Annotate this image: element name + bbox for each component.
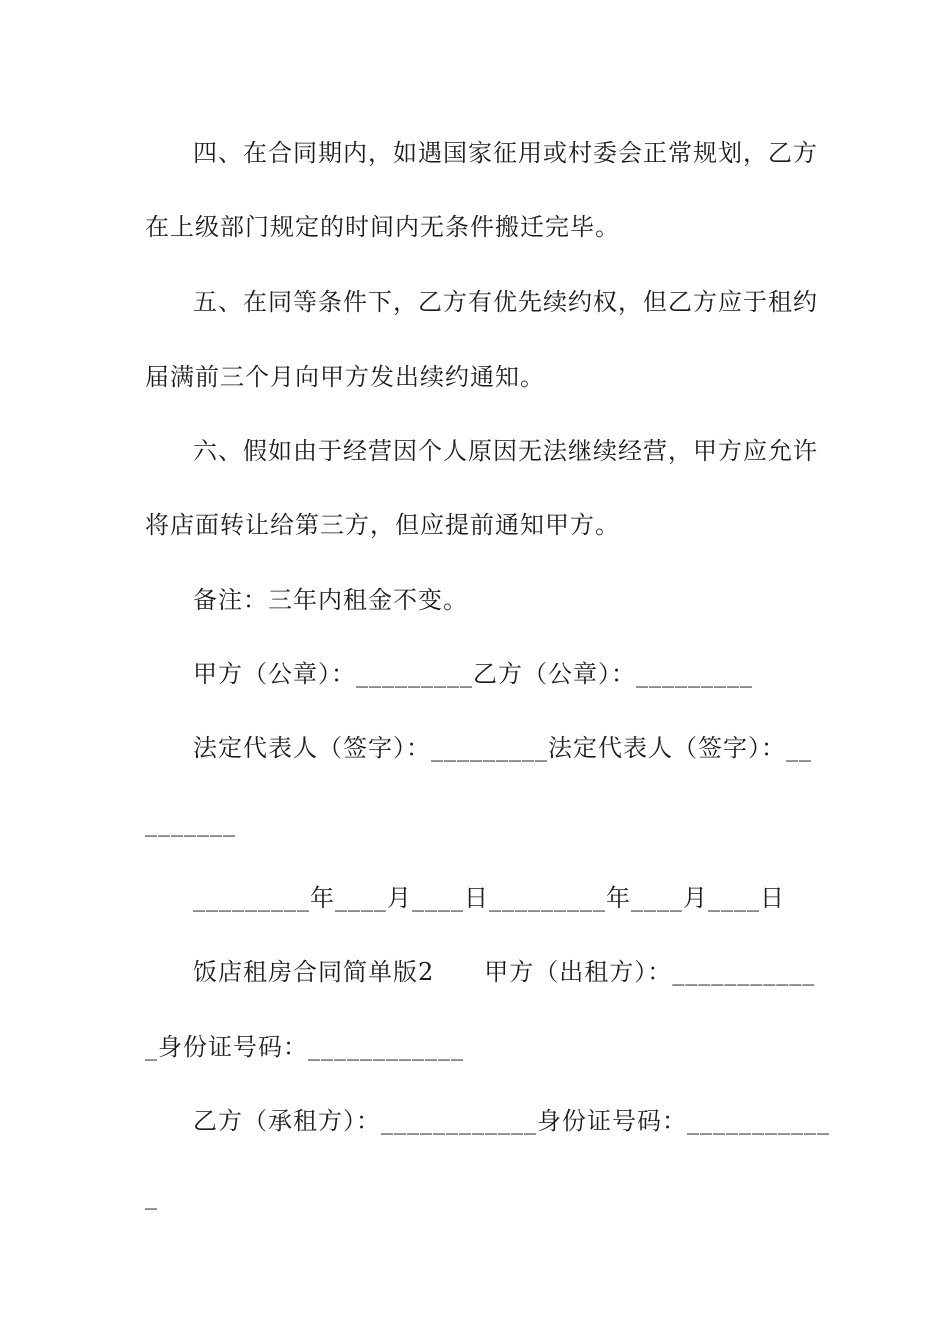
lessee-id-continuation: _ [145,1182,158,1210]
party-seal-line: 甲方（公章）：_________乙方（公章）：_________ [193,660,753,688]
date-line: _________年____月____日_________年____月____日 [193,884,785,912]
clause-four-line-2: 在上级部门规定的时间内无条件搬迁完毕。 [145,213,620,241]
clause-six-line-1: 六、假如由于经营因个人原因无法继续经营，甲方应允许 [193,437,818,465]
lessor-id-number-line: _身份证号码：____________ [145,1033,464,1061]
lessee-line: 乙方（承租方）：____________身份证号码：___________ [193,1107,830,1135]
clause-four-line-1: 四、在合同期内，如遇国家征用或村委会正常规划，乙方 [193,139,818,167]
contract-two-title-line: 饭店租房合同简单版2 甲方（出租方）：___________ [193,958,816,986]
clause-six-line-2: 将店面转让给第三方，但应提前通知甲方。 [145,511,620,539]
legal-rep-signature-line: 法定代表人（签字）：_________法定代表人（签字）：__ [193,734,812,762]
clause-five-line-1: 五、在同等条件下，乙方有优先续约权，但乙方应于租约 [193,288,818,316]
remark-line: 备注：三年内租金不变。 [193,586,468,614]
legal-rep-signature-continuation: _______ [145,809,236,837]
clause-five-line-2: 届满前三个月向甲方发出续约通知。 [145,363,545,391]
